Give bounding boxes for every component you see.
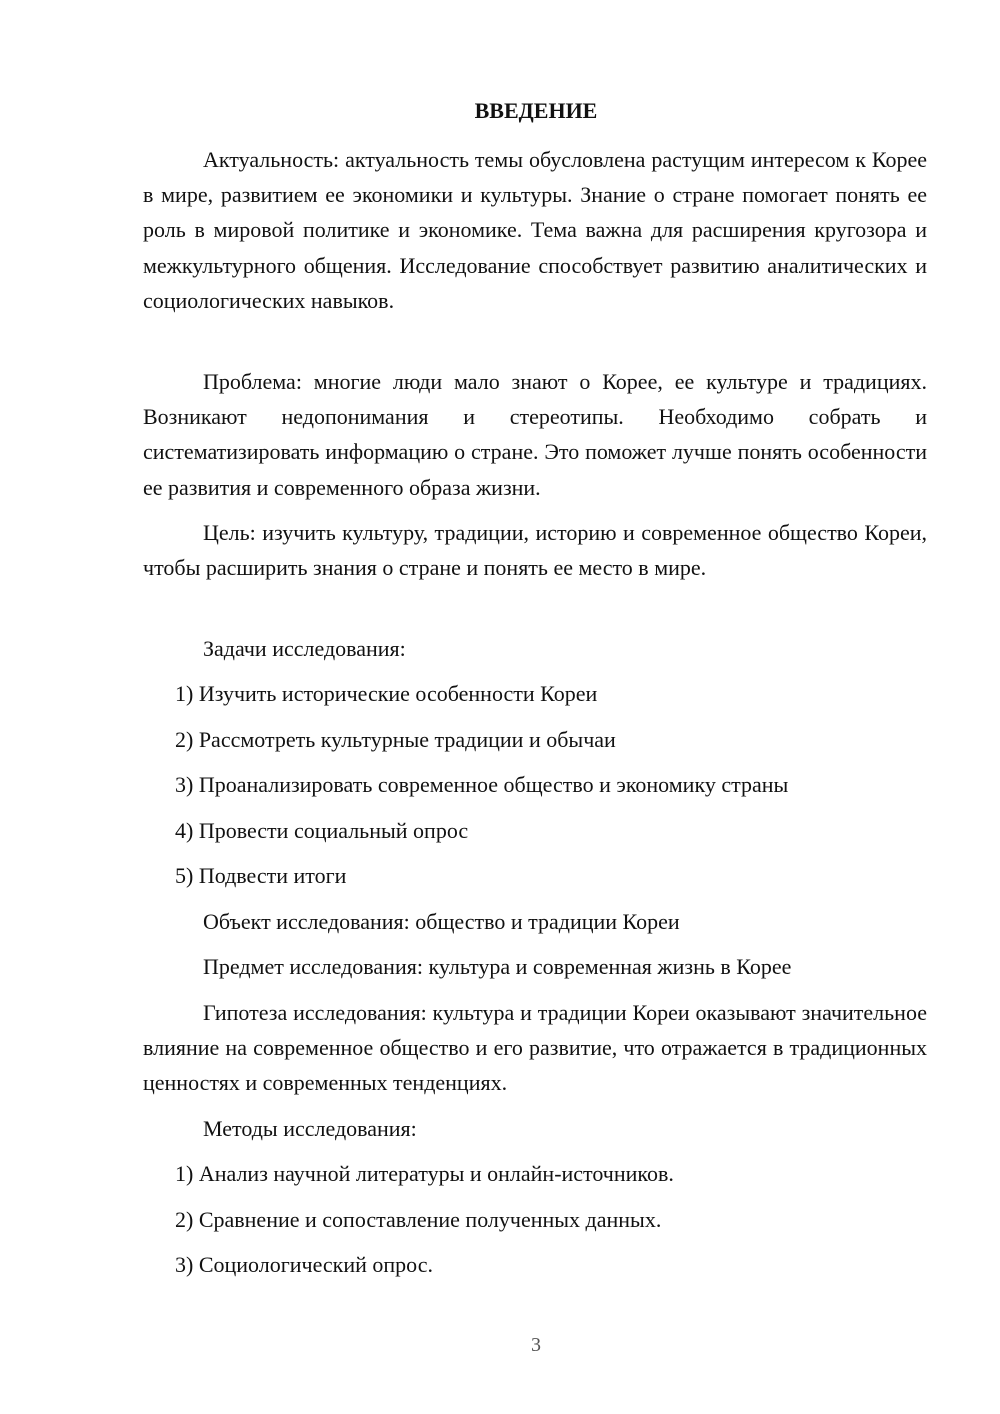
task-item-1: 1) Изучить исторические особенности Кореи [175,681,598,706]
methods-title: Методы исследования: [203,1116,417,1141]
task-item-2: 2) Рассмотреть культурные традиции и обычаи [175,727,616,752]
relevance-paragraph: Актуальность: актуальность темы обусловлена растущим интересом к Корее в мире, развитием ее экономики и культуры. Знание о стране помогает понять ее роль в мировой политике и экономике. Тема важна для расширения кругозора и межкультурного общения. Исследование способствует развитию аналитических и социологических навыков. [143,147,927,313]
section-heading: ВВЕДЕНИЕ [474,98,598,123]
task-item-4: 4) Провести социальный опрос [175,818,469,843]
method-item-3: 3) Социологический опрос. [175,1252,433,1277]
page-number: 3 [531,1334,541,1356]
method-item-2: 2) Сравнение и сопоставление полученных данных. [175,1207,662,1232]
problem-paragraph: Проблема: многие люди мало знают о Корее, ее культуре и традициях. Возникают недопонимания и стереотипы. Необходимо собрать и систематизировать информацию о стране. Это поможет лучше понять особенности ее развития и современного образа жизни. [143,369,927,500]
hypothesis-paragraph: Гипотеза исследования: культура и традиции Кореи оказывают значительное влияние на современное общество и его развитие, что отражается в традиционных ценностях и современных тенденциях. [143,1000,927,1096]
research-subject: Предмет исследования: культура и современная жизнь в Корее [203,954,792,979]
task-item-5: 5) Подвести итоги [175,863,347,888]
goal-paragraph: Цель: изучить культуру, традиции, историю и современное общество Кореи, чтобы расширить знания о стране и понять ее место в мире. [143,520,927,581]
method-item-1: 1) Анализ научной литературы и онлайн-источников. [175,1161,674,1186]
research-object: Объект исследования: общество и традиции Кореи [203,909,680,934]
task-item-3: 3) Проанализировать современное общество и экономику страны [175,772,789,797]
tasks-title: Задачи исследования: [203,636,406,661]
